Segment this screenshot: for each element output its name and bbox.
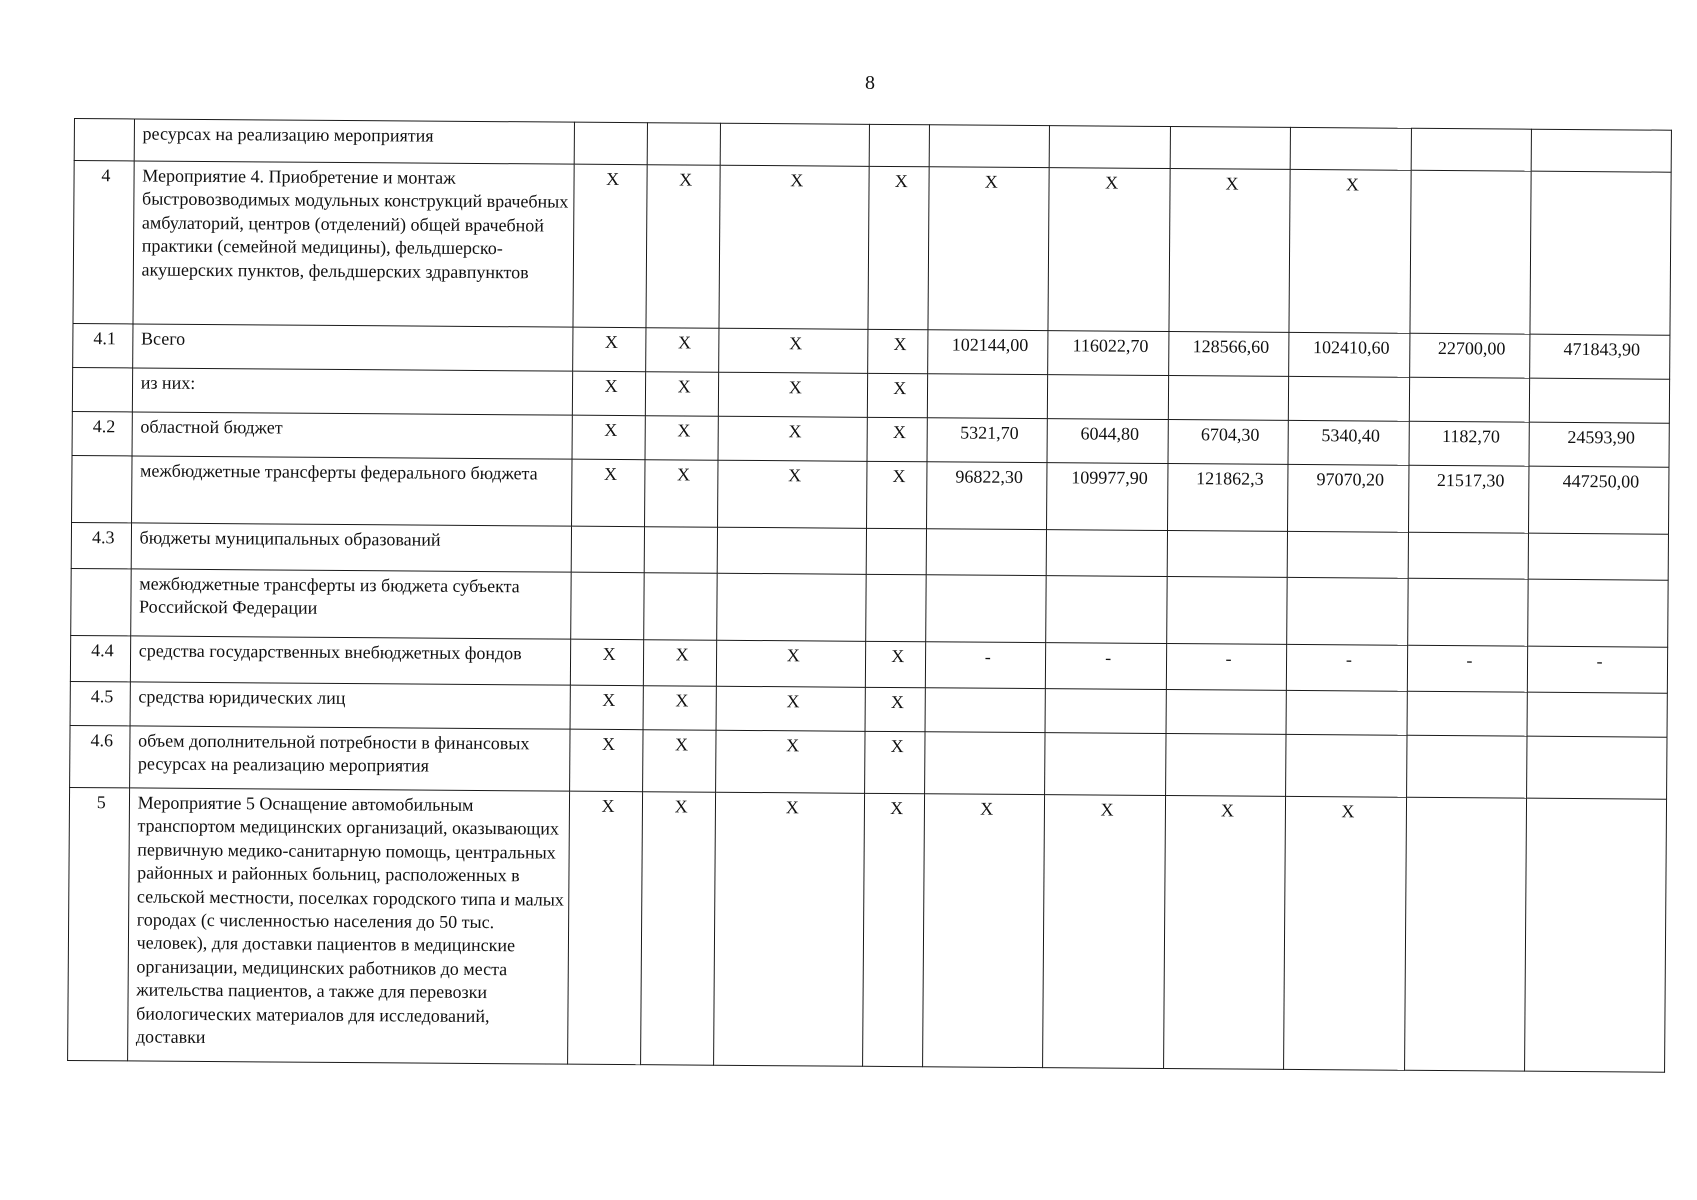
value-cell <box>1170 127 1291 170</box>
value-cell: - <box>1287 644 1408 691</box>
value-cell: 97070,20 <box>1288 464 1409 532</box>
value-cell <box>926 529 1047 576</box>
value-cell: X <box>717 640 867 687</box>
value-cell: X <box>643 640 716 687</box>
document-sheet <box>67 118 1672 1073</box>
value-cell: X <box>573 164 647 328</box>
value-cell <box>866 574 926 641</box>
value-cell <box>1167 531 1288 578</box>
value-cell: X <box>718 416 868 461</box>
value-cell: X <box>716 686 866 731</box>
value-cell: X <box>868 373 928 417</box>
value-cell <box>1408 532 1529 579</box>
value-cell <box>571 526 644 573</box>
row-label-cell: областной бюджет <box>132 412 573 459</box>
value-cell <box>1407 691 1528 736</box>
value-cell <box>1048 375 1169 420</box>
value-cell <box>717 527 867 574</box>
value-cell: X <box>868 166 929 329</box>
value-cell <box>717 573 867 641</box>
value-cell <box>1404 797 1526 1071</box>
row-number-cell: 4 <box>73 161 134 324</box>
row-number-cell: 4.1 <box>73 323 133 367</box>
value-cell <box>1410 170 1532 334</box>
value-cell: 5321,70 <box>927 418 1048 463</box>
row-number-cell <box>72 455 132 522</box>
value-cell: 102144,00 <box>928 330 1049 375</box>
value-cell: X <box>719 328 869 373</box>
value-cell <box>1290 127 1411 170</box>
value-cell: X <box>1289 169 1411 333</box>
row-label-cell: Всего <box>132 324 573 371</box>
value-cell: X <box>1043 795 1165 1069</box>
value-cell: X <box>867 417 927 461</box>
value-cell <box>1527 736 1667 799</box>
value-cell: X <box>645 460 719 528</box>
value-cell: X <box>572 459 646 527</box>
value-cell <box>1411 128 1532 171</box>
value-cell: X <box>866 641 926 687</box>
value-cell <box>1046 576 1167 644</box>
value-cell <box>574 122 647 165</box>
value-cell: 6704,30 <box>1168 420 1289 465</box>
value-cell <box>1286 690 1407 735</box>
row-number-cell: 4.2 <box>72 411 132 455</box>
value-cell: X <box>719 372 869 417</box>
value-cell <box>925 732 1046 795</box>
value-cell: X <box>1048 168 1170 332</box>
value-cell: - <box>1166 644 1287 691</box>
value-cell <box>1289 376 1410 421</box>
value-cell: 102410,60 <box>1289 332 1410 377</box>
value-cell <box>929 125 1050 168</box>
value-cell <box>1286 734 1407 797</box>
value-cell: 5340,40 <box>1288 420 1409 465</box>
value-cell <box>1407 578 1528 646</box>
value-cell <box>644 527 717 574</box>
row-label-cell: ресурсах на реализацию мероприятия <box>134 119 575 164</box>
table-row <box>71 568 1668 647</box>
row-label-cell: из них: <box>132 368 573 415</box>
value-cell: 1182,70 <box>1409 421 1530 466</box>
table-row <box>72 455 1669 534</box>
value-cell: 22700,00 <box>1409 333 1530 378</box>
value-cell <box>1050 126 1171 169</box>
value-cell <box>1531 129 1671 172</box>
row-number-cell: 4.3 <box>71 522 131 568</box>
row-number-cell <box>72 367 132 411</box>
row-number-cell: 4.6 <box>70 725 130 787</box>
value-cell <box>927 374 1048 419</box>
value-cell <box>571 572 645 640</box>
row-label-cell: межбюджетные трансферты из бюджета субъекта Российской Федерации <box>130 569 571 639</box>
value-cell: X <box>1163 796 1285 1070</box>
value-cell: 116022,70 <box>1048 331 1169 376</box>
row-label-cell: объем дополнительной потребности в финансовых ресурсах на реализацию мероприятия <box>129 726 570 791</box>
value-cell: - <box>1407 645 1528 692</box>
value-cell: 109977,90 <box>1047 463 1168 531</box>
value-cell: X <box>865 687 925 731</box>
value-cell: X <box>928 167 1050 331</box>
value-cell <box>1529 378 1669 423</box>
value-cell: 128566,60 <box>1168 332 1289 377</box>
value-cell: X <box>643 730 716 793</box>
value-cell: X <box>719 165 869 329</box>
page-number: 8 <box>865 72 875 94</box>
value-cell: X <box>641 792 716 1066</box>
value-cell: 471843,90 <box>1530 334 1670 379</box>
row-number-cell <box>71 568 131 635</box>
value-cell: - <box>1046 643 1167 690</box>
value-cell: X <box>1284 796 1406 1070</box>
value-cell: X <box>645 416 718 461</box>
table-row <box>73 161 1671 336</box>
value-cell: 21517,30 <box>1408 465 1529 533</box>
value-cell <box>1168 376 1289 421</box>
value-cell <box>925 688 1046 733</box>
value-cell <box>647 123 720 166</box>
value-cell <box>1528 533 1668 580</box>
value-cell: X <box>865 731 925 793</box>
value-cell: X <box>863 793 925 1066</box>
value-cell <box>1167 577 1288 645</box>
row-number-cell: 4.4 <box>70 635 130 681</box>
value-cell: - <box>925 642 1046 689</box>
row-label-cell: бюджеты муниципальных образований <box>131 523 572 572</box>
row-label-cell: Мероприятие 4. Приобретение и монтаж быстровозводимых модульных конструкций врачебных амбулаторий, центров (отделений) общей врачебной практики (семейной медицины), фельдшерско-акушерских пунктов, фельдшерских здравпунктов <box>133 161 575 327</box>
value-cell: X <box>923 794 1045 1068</box>
value-cell <box>1047 530 1168 577</box>
value-cell <box>1045 733 1166 796</box>
value-cell: X <box>570 729 643 792</box>
value-cell: 24593,90 <box>1529 422 1669 467</box>
table-row <box>68 787 1667 1072</box>
value-cell <box>1527 692 1667 737</box>
table-row <box>70 725 1667 799</box>
value-cell <box>1166 690 1287 735</box>
value-cell: X <box>716 730 866 793</box>
value-cell <box>1165 734 1286 797</box>
value-cell: - <box>1527 646 1667 693</box>
value-cell: X <box>570 639 643 686</box>
value-cell: X <box>1169 169 1291 333</box>
value-cell: X <box>570 685 643 730</box>
value-cell: X <box>645 372 718 417</box>
value-cell <box>1409 377 1530 422</box>
value-cell <box>1528 579 1668 647</box>
value-cell: X <box>572 371 645 416</box>
row-label-cell: Мероприятие 5 Оснащение автомобильным транспортом медицинских организаций, оказывающих первичную медико-санитарную помощь, центральных районных и районных больниц, расположенных в сельской местности, поселках городского типа и малых городах (с численностью населения до 50 тыс. человек), для доставки пациентов в медицинские организации, медицинских работников до места жительства пациентов, а также для перевозки биологических материалов для исследований, доставки <box>127 788 569 1064</box>
value-cell: X <box>643 686 716 731</box>
value-cell: X <box>573 327 646 372</box>
row-label-cell: межбюджетные трансферты федерального бюджета <box>131 456 572 526</box>
value-cell: X <box>868 329 928 373</box>
value-cell <box>867 528 927 574</box>
value-cell: X <box>714 792 865 1066</box>
row-label-cell: средства юридических лиц <box>130 682 571 729</box>
financing-table <box>67 118 1672 1073</box>
row-number-cell: 5 <box>68 787 130 1060</box>
value-cell <box>1287 531 1408 578</box>
value-cell <box>926 575 1047 643</box>
table-body <box>68 119 1672 1073</box>
value-cell <box>1045 689 1166 734</box>
value-cell <box>1525 798 1667 1072</box>
value-cell: X <box>867 461 927 528</box>
row-number-cell: 4.5 <box>70 681 130 725</box>
value-cell: 121862,3 <box>1167 464 1288 532</box>
row-number-cell <box>74 119 134 161</box>
value-cell <box>1406 735 1527 798</box>
value-cell: X <box>646 165 720 329</box>
value-cell: 6044,80 <box>1047 419 1168 464</box>
value-cell <box>720 123 870 166</box>
value-cell: X <box>718 460 868 528</box>
value-cell <box>1287 577 1408 645</box>
value-cell: X <box>568 791 643 1065</box>
value-cell: 96822,30 <box>927 462 1048 530</box>
value-cell: 447250,00 <box>1528 466 1668 534</box>
value-cell <box>870 124 930 166</box>
row-label-cell: средства государственных внебюджетных фондов <box>130 636 571 685</box>
value-cell <box>644 573 718 641</box>
value-cell <box>1530 171 1671 335</box>
value-cell: X <box>572 415 645 460</box>
value-cell: X <box>646 328 719 373</box>
